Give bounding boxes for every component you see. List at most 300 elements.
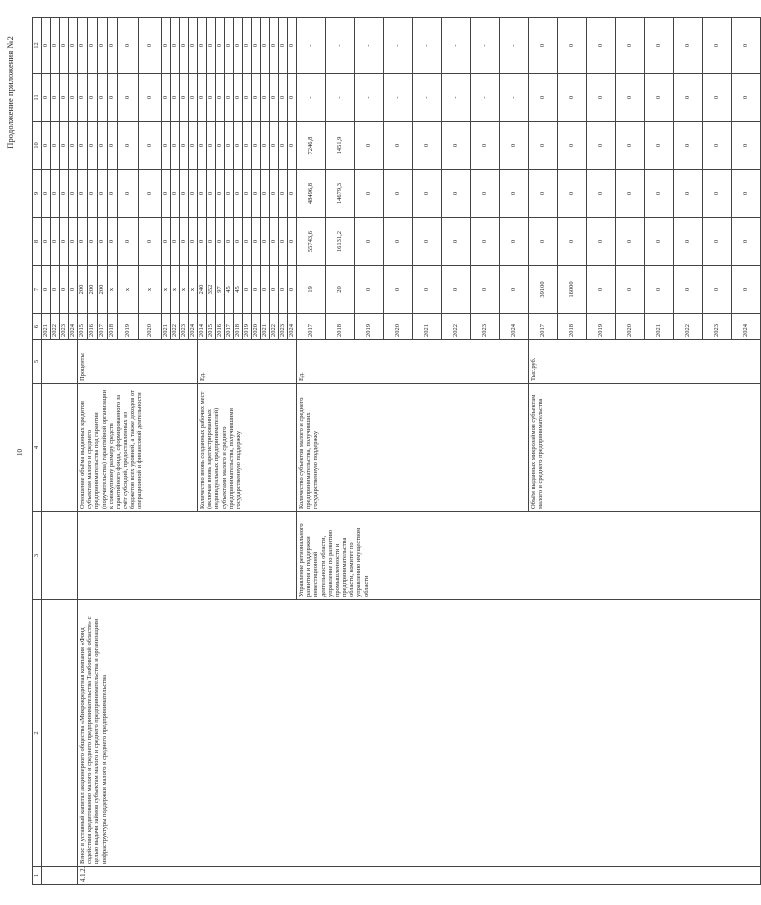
value-cell: 14679,3	[326, 170, 355, 218]
column-number: 7	[33, 266, 42, 314]
value-cell: 0	[558, 170, 587, 218]
value-cell: 0	[384, 122, 413, 170]
value-cell: 0	[261, 266, 270, 314]
value-cell: 0	[587, 266, 616, 314]
year-cell: 2018	[108, 314, 118, 340]
value-cell: 0	[180, 218, 189, 266]
indicator-name: Количество субъектов малого и среднего предпринимательства, получивших государственную поддержку	[297, 384, 529, 512]
value-cell: 0	[674, 74, 703, 122]
value-cell: 0	[703, 218, 732, 266]
year-cell: 2015	[207, 314, 216, 340]
value-cell: 0	[587, 218, 616, 266]
value-cell: 0	[162, 218, 171, 266]
value-cell: 0	[288, 266, 297, 314]
value-cell: 0	[703, 122, 732, 170]
value-cell: 0	[51, 218, 60, 266]
value-cell: 0	[558, 18, 587, 74]
value-cell: 0	[558, 218, 587, 266]
cell-col3	[42, 512, 78, 600]
value-cell: 0	[261, 218, 270, 266]
value-cell: 0	[118, 170, 139, 218]
value-cell: х	[171, 266, 180, 314]
value-cell: 0	[732, 74, 761, 122]
value-cell: 0	[674, 170, 703, 218]
column-number: 2	[33, 600, 42, 867]
value-cell: 0	[279, 122, 288, 170]
value-cell: 0	[207, 170, 216, 218]
value-cell: 0	[616, 18, 645, 74]
value-cell: -	[326, 74, 355, 122]
value-cell: 0	[261, 170, 270, 218]
value-cell: 0	[270, 18, 279, 74]
value-cell: -	[326, 18, 355, 74]
value-cell: 0	[243, 74, 252, 122]
value-cell: 0	[118, 18, 139, 74]
value-cell: -	[442, 74, 471, 122]
value-cell: х	[189, 266, 198, 314]
value-cell: 0	[279, 170, 288, 218]
value-cell: 0	[616, 74, 645, 122]
value-cell: 0	[413, 266, 442, 314]
value-cell: 0	[500, 170, 529, 218]
value-cell: 0	[108, 170, 118, 218]
value-cell: 0	[288, 218, 297, 266]
program-indicators-table	[32, 17, 761, 885]
indicator-name: Количество вновь созданных рабочих мест (включая вновь зарегистрированных индивидуальных предпринимателей) субъектами малого и среднего предпринимательства, получившими государственную поддержку	[198, 384, 297, 512]
value-cell: 45	[234, 266, 243, 314]
value-cell: 1451,9	[326, 122, 355, 170]
year-cell: 2020	[139, 314, 162, 340]
cell-col5	[42, 340, 78, 384]
value-cell: 0	[355, 266, 384, 314]
value-cell: 0	[587, 74, 616, 122]
value-cell: 0	[216, 122, 225, 170]
value-cell: 0	[703, 170, 732, 218]
value-cell: 0	[616, 266, 645, 314]
value-cell: 0	[243, 122, 252, 170]
value-cell: 0	[139, 18, 162, 74]
value-cell: 0	[171, 170, 180, 218]
value-cell: 0	[674, 218, 703, 266]
value-cell: 0	[180, 18, 189, 74]
value-cell: 0	[88, 74, 98, 122]
value-cell: 0	[732, 18, 761, 74]
value-cell: 0	[198, 218, 207, 266]
value-cell: 0	[171, 122, 180, 170]
value-cell: 0	[703, 266, 732, 314]
value-cell: 0	[189, 18, 198, 74]
value-cell: 0	[558, 74, 587, 122]
value-cell: 352	[207, 266, 216, 314]
value-cell: 0	[216, 218, 225, 266]
year-cell: 2022	[674, 314, 703, 340]
value-cell: 0	[51, 74, 60, 122]
value-cell: 0	[98, 170, 108, 218]
value-cell: 0	[252, 170, 261, 218]
year-cell: 2024	[189, 314, 198, 340]
year-cell: 2016	[216, 314, 225, 340]
value-cell: 0	[118, 218, 139, 266]
year-cell: 2016	[88, 314, 98, 340]
value-cell: 0	[261, 122, 270, 170]
table-row	[78, 18, 88, 885]
value-cell: 0	[69, 74, 78, 122]
year-cell: 2021	[645, 314, 674, 340]
value-cell: 0	[529, 170, 558, 218]
year-cell: 2023	[471, 314, 500, 340]
value-cell: 0	[139, 170, 162, 218]
value-cell: 0	[108, 218, 118, 266]
value-cell: 0	[60, 266, 69, 314]
value-cell: 0	[189, 218, 198, 266]
year-cell: 2017	[225, 314, 234, 340]
value-cell: 0	[51, 122, 60, 170]
value-cell: 0	[279, 218, 288, 266]
cell-col1	[42, 867, 78, 885]
value-cell: 0	[442, 170, 471, 218]
value-cell: 0	[500, 266, 529, 314]
value-cell: 0	[207, 218, 216, 266]
value-cell: -	[297, 74, 326, 122]
value-cell: 0	[51, 170, 60, 218]
value-cell: 0	[645, 266, 674, 314]
value-cell: 0	[225, 18, 234, 74]
value-cell: 0	[529, 74, 558, 122]
value-cell: 0	[118, 122, 139, 170]
value-cell: 0	[60, 74, 69, 122]
year-cell: 2020	[616, 314, 645, 340]
indicator-name: Объём выданных микрозаймов субъектам малого и среднего предпринимательства	[529, 384, 761, 512]
value-cell: 0	[529, 122, 558, 170]
value-cell: 0	[471, 122, 500, 170]
value-cell: х	[139, 266, 162, 314]
column-number: 11	[33, 74, 42, 122]
value-cell: 0	[98, 74, 108, 122]
year-cell: 2024	[732, 314, 761, 340]
value-cell: 0	[69, 122, 78, 170]
value-cell: 0	[189, 122, 198, 170]
year-cell: 2022	[270, 314, 279, 340]
value-cell: 0	[189, 74, 198, 122]
year-cell: 2024	[288, 314, 297, 340]
value-cell: 0	[69, 266, 78, 314]
value-cell: 0	[88, 18, 98, 74]
year-cell: 2017	[529, 314, 558, 340]
indicator-unit: Ед.	[297, 340, 529, 384]
value-cell: 0	[171, 18, 180, 74]
value-cell: 0	[78, 218, 88, 266]
value-cell: -	[413, 18, 442, 74]
executor-cell-upper	[78, 512, 297, 600]
value-cell: 0	[198, 170, 207, 218]
value-cell: 0	[98, 18, 108, 74]
value-cell: 0	[279, 74, 288, 122]
value-cell: 0	[51, 266, 60, 314]
value-cell: 0	[442, 266, 471, 314]
value-cell: 0	[674, 122, 703, 170]
year-cell: 2020	[252, 314, 261, 340]
year-cell: 2023	[703, 314, 732, 340]
value-cell: 0	[207, 74, 216, 122]
value-cell: 0	[207, 122, 216, 170]
value-cell: 0	[69, 218, 78, 266]
value-cell: 0	[69, 170, 78, 218]
value-cell: 0	[42, 18, 51, 74]
value-cell: 0	[270, 266, 279, 314]
value-cell: 0	[180, 74, 189, 122]
value-cell: 97	[216, 266, 225, 314]
value-cell: 0	[60, 218, 69, 266]
column-number: 1	[33, 867, 42, 885]
indicator-name: Отношение объёма выданных кредитов субъектам малого и среднего предпринимательства под гарантии (поручительства) гарантийной организации к совокупному размеру средств гарантийного фонда, сформированного за счёт субсидий, предоставленных из бюджетов всех уровней, а также доходов от операционной и финансовой деятельности	[78, 384, 198, 512]
value-cell: 0	[645, 218, 674, 266]
value-cell: 0	[261, 74, 270, 122]
column-number: 6	[33, 314, 42, 340]
value-cell: 0	[529, 18, 558, 74]
value-cell: 19	[297, 266, 326, 314]
value-cell: 0	[645, 122, 674, 170]
value-cell: 0	[108, 74, 118, 122]
value-cell: х	[180, 266, 189, 314]
value-cell: 0	[384, 266, 413, 314]
value-cell: 0	[225, 122, 234, 170]
value-cell: -	[471, 18, 500, 74]
value-cell: 0	[413, 170, 442, 218]
indicator-unit: Тыс.руб.	[529, 340, 761, 384]
value-cell: 0	[674, 266, 703, 314]
value-cell: 0	[78, 74, 88, 122]
value-cell: -	[355, 74, 384, 122]
year-cell: 2023	[60, 314, 69, 340]
year-cell: 2022	[171, 314, 180, 340]
value-cell: 0	[270, 74, 279, 122]
value-cell: 0	[198, 122, 207, 170]
value-cell: 0	[78, 170, 88, 218]
year-cell: 2024	[69, 314, 78, 340]
value-cell: 0	[703, 74, 732, 122]
year-cell: 2022	[442, 314, 471, 340]
value-cell: 0	[355, 218, 384, 266]
value-cell: -	[413, 74, 442, 122]
value-cell: 0	[88, 218, 98, 266]
value-cell: 48496,8	[297, 170, 326, 218]
value-cell: 0	[42, 74, 51, 122]
value-cell: 0	[216, 18, 225, 74]
value-cell: 0	[42, 122, 51, 170]
value-cell: -	[297, 18, 326, 74]
value-cell: 0	[162, 74, 171, 122]
value-cell: 0	[42, 218, 51, 266]
value-cell: 0	[162, 170, 171, 218]
value-cell: х	[118, 266, 139, 314]
column-number: 12	[33, 18, 42, 74]
value-cell: 0	[139, 122, 162, 170]
year-cell: 2018	[234, 314, 243, 340]
value-cell: 0	[78, 18, 88, 74]
value-cell: 0	[616, 122, 645, 170]
year-cell: 2022	[51, 314, 60, 340]
year-cell: 2021	[261, 314, 270, 340]
value-cell: 0	[243, 218, 252, 266]
year-cell: 2018	[558, 314, 587, 340]
value-cell: 0	[442, 122, 471, 170]
value-cell: 200	[78, 266, 88, 314]
value-cell: 0	[616, 218, 645, 266]
value-cell: 0	[288, 170, 297, 218]
value-cell: 0	[270, 170, 279, 218]
page-number: 10	[16, 449, 24, 456]
value-cell: 0	[252, 18, 261, 74]
value-cell: 16000	[558, 266, 587, 314]
value-cell: 200	[98, 266, 108, 314]
value-cell: -	[355, 18, 384, 74]
value-cell: 7246,8	[297, 122, 326, 170]
value-cell: х	[108, 266, 118, 314]
value-cell: 0	[279, 18, 288, 74]
value-cell: 0	[171, 218, 180, 266]
value-cell: -	[442, 18, 471, 74]
value-cell: 0	[118, 74, 139, 122]
value-cell: 0	[384, 170, 413, 218]
value-cell: 0	[252, 266, 261, 314]
value-cell: 0	[587, 18, 616, 74]
value-cell: 0	[442, 218, 471, 266]
table-row	[42, 18, 51, 885]
value-cell: 0	[88, 170, 98, 218]
value-cell: 0	[500, 122, 529, 170]
year-cell: 2019	[355, 314, 384, 340]
value-cell: 0	[42, 266, 51, 314]
value-cell: 0	[252, 218, 261, 266]
year-cell: 2015	[78, 314, 88, 340]
year-cell: 2024	[500, 314, 529, 340]
value-cell: 0	[243, 266, 252, 314]
value-cell: 0	[471, 266, 500, 314]
value-cell: 0	[225, 218, 234, 266]
value-cell: 0	[732, 170, 761, 218]
value-cell: 0	[234, 18, 243, 74]
value-cell: 0	[60, 122, 69, 170]
value-cell: 0	[243, 170, 252, 218]
year-cell: 2023	[279, 314, 288, 340]
value-cell: 0	[587, 122, 616, 170]
year-cell: 2019	[587, 314, 616, 340]
value-cell: 16131,2	[326, 218, 355, 266]
cell-col4	[42, 384, 78, 512]
appendix-note: Продолжение приложения №2	[5, 36, 15, 149]
year-cell: 2018	[326, 314, 355, 340]
value-cell: 0	[732, 218, 761, 266]
value-cell: 0	[216, 74, 225, 122]
value-cell: 0	[261, 18, 270, 74]
year-cell: 2019	[243, 314, 252, 340]
value-cell: 0	[88, 122, 98, 170]
value-cell: 0	[288, 18, 297, 74]
value-cell: 0	[270, 218, 279, 266]
cell-col2	[42, 600, 78, 867]
value-cell: 0	[500, 218, 529, 266]
item-name: Взнос в уставный капитал акционерного общества «Микрокредитная компания «Фонд содействия кредитованию малого и среднего предпринимательства Тамбовской области» с целью выдачи займов субъектам малого и среднего предпринимательства и организациям инфраструктуры поддержки малого и среднего предпринимательства	[78, 600, 761, 867]
value-cell: 0	[225, 74, 234, 122]
indicator-unit: Проценты	[78, 340, 198, 384]
value-cell: 0	[471, 218, 500, 266]
value-cell: 0	[645, 74, 674, 122]
value-cell: -	[471, 74, 500, 122]
table-body	[42, 18, 761, 885]
value-cell: 0	[529, 218, 558, 266]
value-cell: 0	[108, 122, 118, 170]
value-cell: 45	[225, 266, 234, 314]
year-cell: 2014	[198, 314, 207, 340]
value-cell: 0	[98, 218, 108, 266]
value-cell: 0	[384, 218, 413, 266]
value-cell: 0	[413, 122, 442, 170]
item-number: 4.1.2.	[78, 867, 761, 885]
value-cell: 0	[234, 218, 243, 266]
column-number: 4	[33, 384, 42, 512]
year-cell: 2019	[118, 314, 139, 340]
header-row	[33, 18, 42, 885]
value-cell: 0	[413, 218, 442, 266]
value-cell: 0	[645, 18, 674, 74]
column-number: 9	[33, 170, 42, 218]
value-cell: 55743,6	[297, 218, 326, 266]
value-cell: 0	[234, 74, 243, 122]
value-cell: 0	[139, 74, 162, 122]
value-cell: 0	[355, 170, 384, 218]
value-cell: 0	[732, 122, 761, 170]
column-number: 10	[33, 122, 42, 170]
value-cell: 0	[355, 122, 384, 170]
value-cell: 0	[558, 122, 587, 170]
year-cell: 2020	[384, 314, 413, 340]
value-cell: -	[384, 18, 413, 74]
value-cell: 0	[198, 18, 207, 74]
column-number: 5	[33, 340, 42, 384]
value-cell: 200	[88, 266, 98, 314]
value-cell: 0	[587, 170, 616, 218]
value-cell: 0	[674, 18, 703, 74]
column-number: 3	[33, 512, 42, 600]
value-cell: -	[500, 74, 529, 122]
value-cell: 0	[616, 170, 645, 218]
value-cell: 0	[162, 18, 171, 74]
value-cell: 0	[78, 122, 88, 170]
value-cell: 0	[288, 122, 297, 170]
value-cell: 0	[252, 122, 261, 170]
year-cell: 2021	[162, 314, 171, 340]
value-cell: 0	[234, 122, 243, 170]
value-cell: 0	[69, 18, 78, 74]
value-cell: -	[384, 74, 413, 122]
value-cell: -	[500, 18, 529, 74]
value-cell: 0	[162, 122, 171, 170]
value-cell: 0	[225, 170, 234, 218]
value-cell: 240	[198, 266, 207, 314]
year-cell: 2021	[42, 314, 51, 340]
value-cell: 0	[288, 74, 297, 122]
value-cell: 0	[42, 170, 51, 218]
value-cell: 39100	[529, 266, 558, 314]
year-cell: 2017	[297, 314, 326, 340]
value-cell: 20	[326, 266, 355, 314]
value-cell: 0	[198, 74, 207, 122]
value-cell: 0	[243, 18, 252, 74]
year-cell: 2021	[413, 314, 442, 340]
column-number: 8	[33, 218, 42, 266]
value-cell: 0	[216, 170, 225, 218]
value-cell: 0	[207, 18, 216, 74]
